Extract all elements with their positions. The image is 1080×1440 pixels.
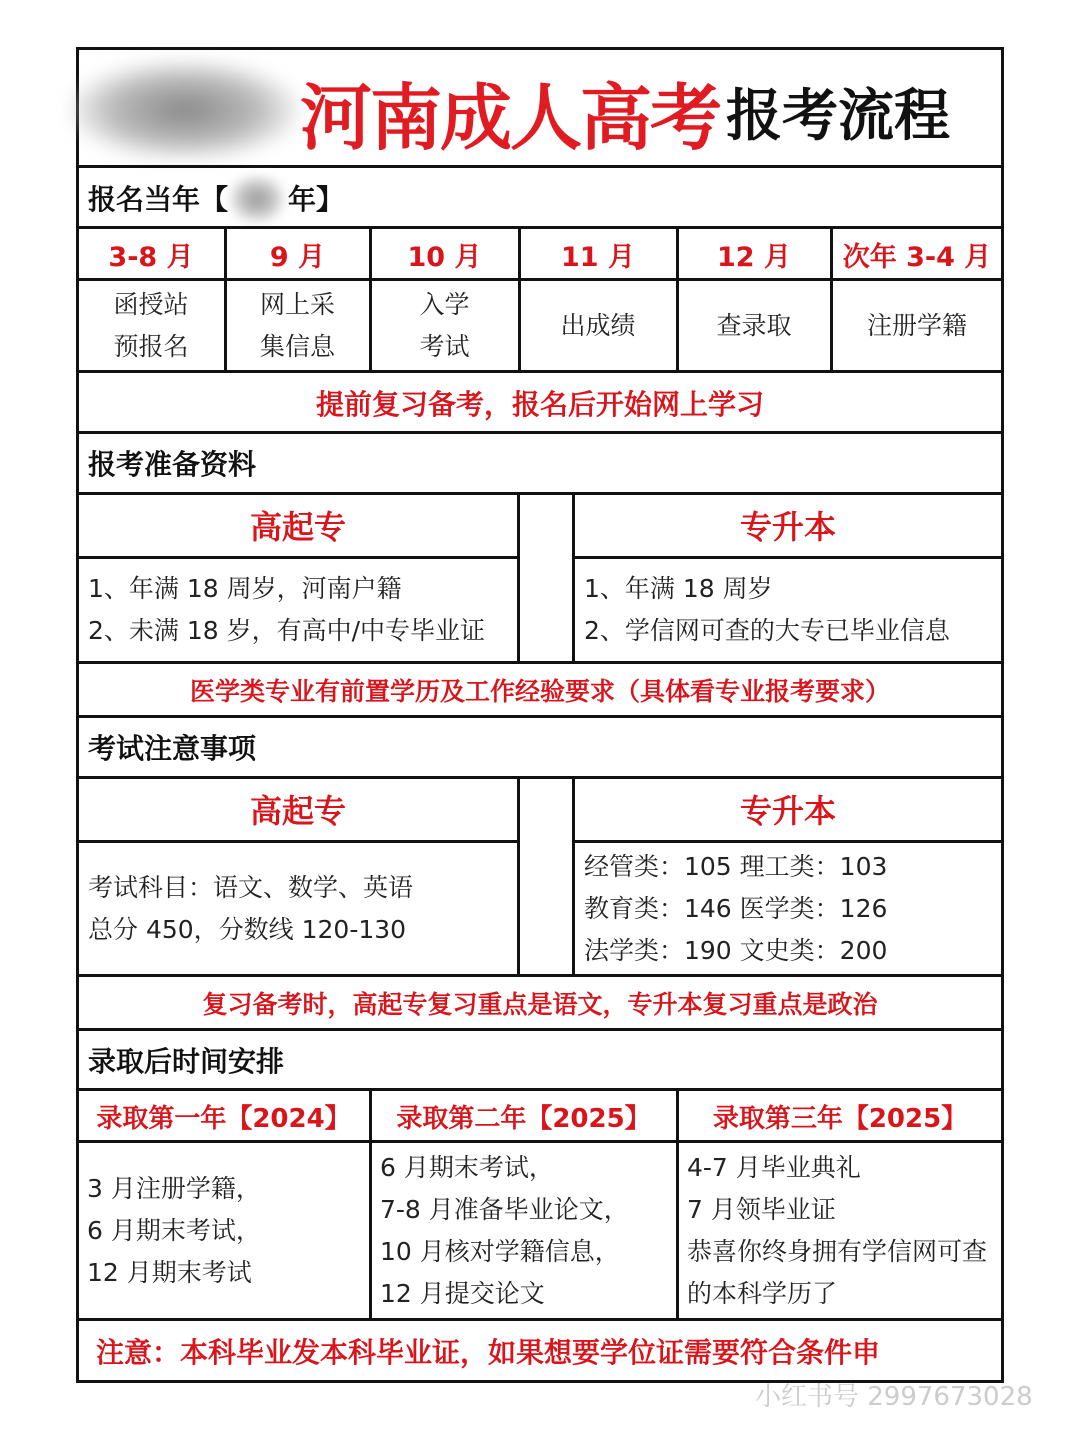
process-step: 查录取: [716, 311, 792, 340]
right-content: 经管类：105 理工类：103 教育类：146 医学类：126 法学类：190 文史类：200: [584, 851, 888, 965]
month-header: 次年 3-4 月: [842, 241, 992, 273]
left-title: 高起专: [249, 792, 346, 830]
note-focus: 复习备考时，高起专复习重点是语文，专升本复习重点是政治: [202, 990, 878, 1019]
section-exam: 考试注意事项: [88, 732, 257, 765]
note-medical: 医学类专业有前置学历及工作经验要求（具体看专业报考要求）: [189, 677, 890, 706]
note-review: 提前复习备考，报名后开始网上学习: [315, 388, 764, 421]
title-red: 河南成人高考: [300, 76, 721, 160]
schedule-content: 3 月注册学籍， 6 月期末考试， 12 月期末考试: [87, 1174, 261, 1287]
schedule-content: 6 月期末考试， 7-8 月准备毕业论文， 10 月核对学籍信息， 12 月提交论文: [380, 1153, 629, 1308]
process-step: 出成绩: [560, 311, 636, 340]
watermark: 小红书号 2997673028: [755, 1382, 1033, 1412]
left-content: 1、年满 18 周岁，河南户籍 2、未满 18 岁，有高中/中专毕业证: [88, 574, 486, 645]
footer-note: 注意：本科毕业发本科毕业证，如果想要学位证需要符合条件申: [96, 1336, 881, 1369]
title-black: 报考流程: [726, 84, 951, 149]
month-header: 11 月: [561, 241, 635, 273]
process-step: 网上采 集信息: [259, 290, 335, 361]
process-step: 注册学籍: [866, 311, 967, 340]
schedule-content: 4-7 月毕业典礼 7 月领毕业证 恭喜你终身拥有学信网可查 的本科学历了: [687, 1153, 988, 1308]
month-header: 12 月: [717, 241, 791, 273]
document-title: [300, 62, 950, 162]
right-title: 专升本: [739, 508, 836, 546]
year-header: 录取第一年【2024】: [96, 1103, 351, 1134]
section-schedule: 录取后时间安排: [88, 1045, 285, 1078]
year-header: 录取第三年【2025】: [712, 1103, 968, 1134]
blurred-logo: [70, 60, 300, 160]
month-header: 10 月: [407, 241, 482, 273]
month-header: 3-8 月: [108, 241, 194, 273]
right-content: 1、年满 18 周岁 2、学信网可查的大专已毕业信息: [584, 574, 950, 645]
year-header: 录取第二年【2025】: [396, 1103, 651, 1134]
section-enroll-year: 报名当年【 年】: [88, 183, 345, 216]
month-header: 9 月: [269, 241, 326, 273]
right-title: 专升本: [739, 792, 836, 830]
section-materials: 报考准备资料: [88, 448, 257, 481]
process-step: 函授站 预报名: [113, 290, 189, 361]
process-step: 入学 考试: [419, 290, 470, 361]
left-content: 考试科目：语文、数学、英语 总分 450，分数线 120-130: [88, 872, 414, 944]
left-title: 高起专: [249, 508, 346, 546]
